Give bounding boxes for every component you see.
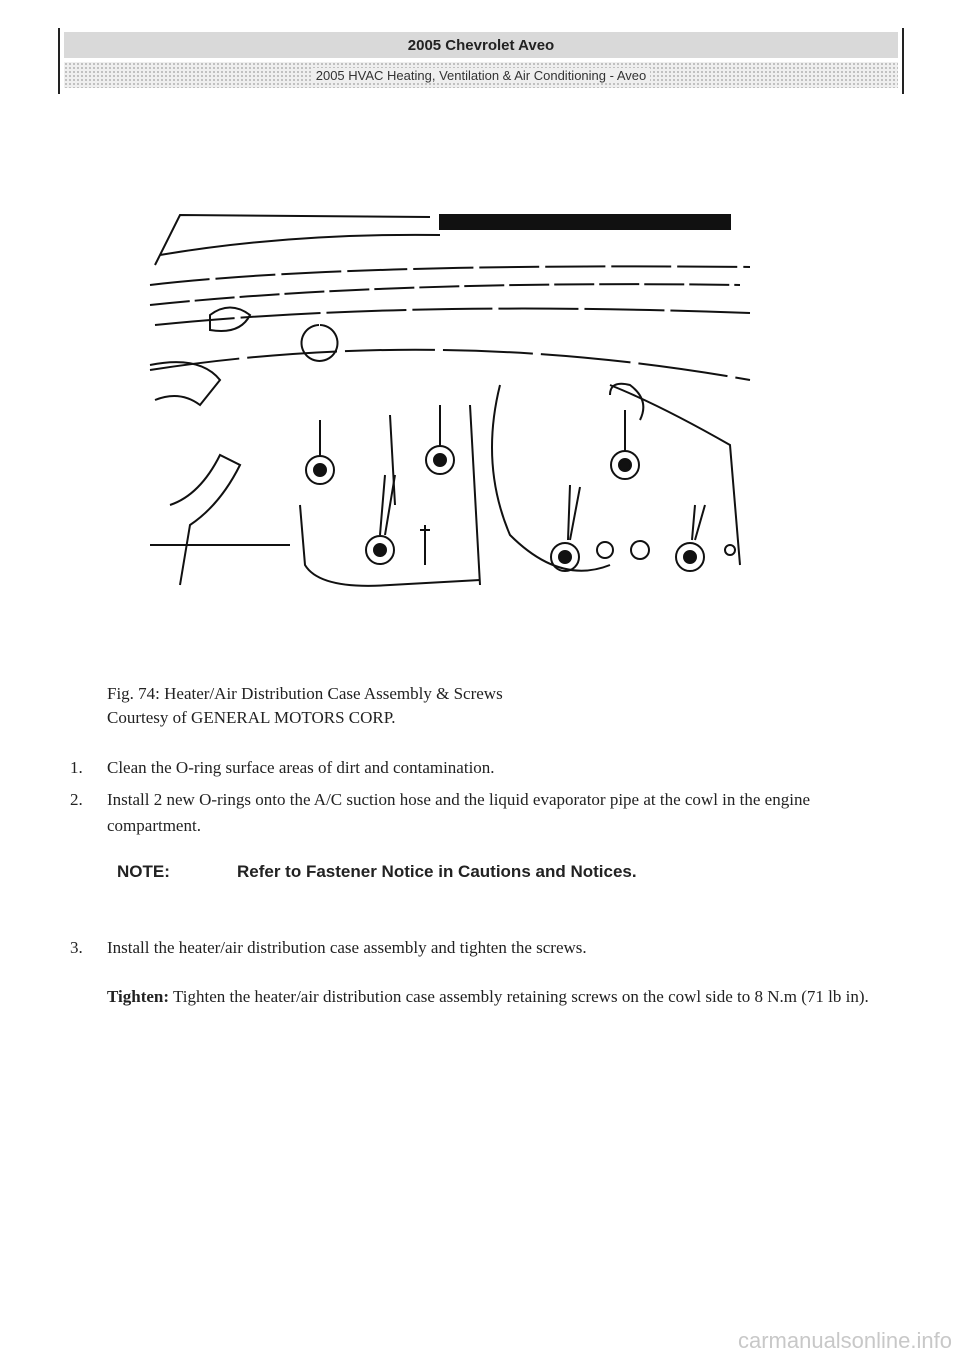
screw-2	[426, 405, 454, 474]
header-title: 2005 Chevrolet Aveo	[64, 32, 898, 58]
bracket-hook	[610, 384, 643, 420]
step-number: 2.	[70, 790, 83, 809]
header-subtitle-bar	[64, 62, 898, 88]
screw-6	[676, 543, 704, 571]
bracket-lines	[390, 405, 480, 585]
case-outline	[300, 505, 480, 586]
screw-5	[551, 543, 579, 571]
screw-1	[306, 420, 334, 484]
case-right-curve	[492, 385, 610, 571]
screw-4	[366, 536, 394, 564]
watermark: carmanualsonline.info	[737, 1328, 952, 1353]
dash-line-3	[150, 284, 740, 305]
figure-caption	[107, 682, 807, 730]
body-line	[150, 350, 750, 380]
note-label: NOTE:	[117, 862, 170, 881]
tighten-label: Tighten:	[107, 987, 170, 1006]
header-subtitle: 2005 HVAC Heating, Ventilation & Air Conditioning - Aveo	[312, 68, 651, 83]
dash-line-2	[150, 266, 750, 285]
note-text: Refer to Fastener Notice in Cautions and Notices.	[237, 862, 637, 881]
step-number: 1.	[70, 758, 83, 777]
hole-2	[631, 541, 649, 559]
arrow-1	[380, 475, 395, 535]
figure-label-block	[440, 215, 730, 229]
arrow-2	[568, 485, 580, 540]
caption-line-1: Fig. 74: Heater/Air Distribution Case Assembly & Screws	[107, 684, 503, 703]
tighten-spec	[107, 984, 907, 1010]
arrow-3	[692, 505, 705, 540]
arrow-4	[420, 525, 430, 565]
tighten-text: Tighten the heater/air distribution case assembly retaining screws on the cowl side to 8 N.m (71 lb in).	[173, 987, 869, 1006]
step-number: 3.	[70, 938, 83, 957]
dash-line-1	[160, 235, 440, 255]
hole-3	[725, 545, 735, 555]
step-text: Clean the O-ring surface areas of dirt and contamination.	[107, 758, 495, 777]
hole-1	[597, 542, 613, 558]
case-far-right	[610, 385, 740, 565]
caption-line-2: Courtesy of GENERAL MOTORS CORP.	[107, 708, 396, 727]
grommet-2	[302, 325, 338, 361]
figure-illustration	[140, 205, 760, 615]
step-text: Install 2 new O-rings onto the A/C suction hose and the liquid evaporator pipe at the cowl in the engine compartment.	[107, 790, 810, 835]
screw-3	[611, 410, 639, 479]
pipe-lower	[170, 455, 240, 585]
step-text: Install the heater/air distribution case assembly and tighten the screws.	[107, 938, 587, 957]
page-header	[58, 28, 904, 94]
